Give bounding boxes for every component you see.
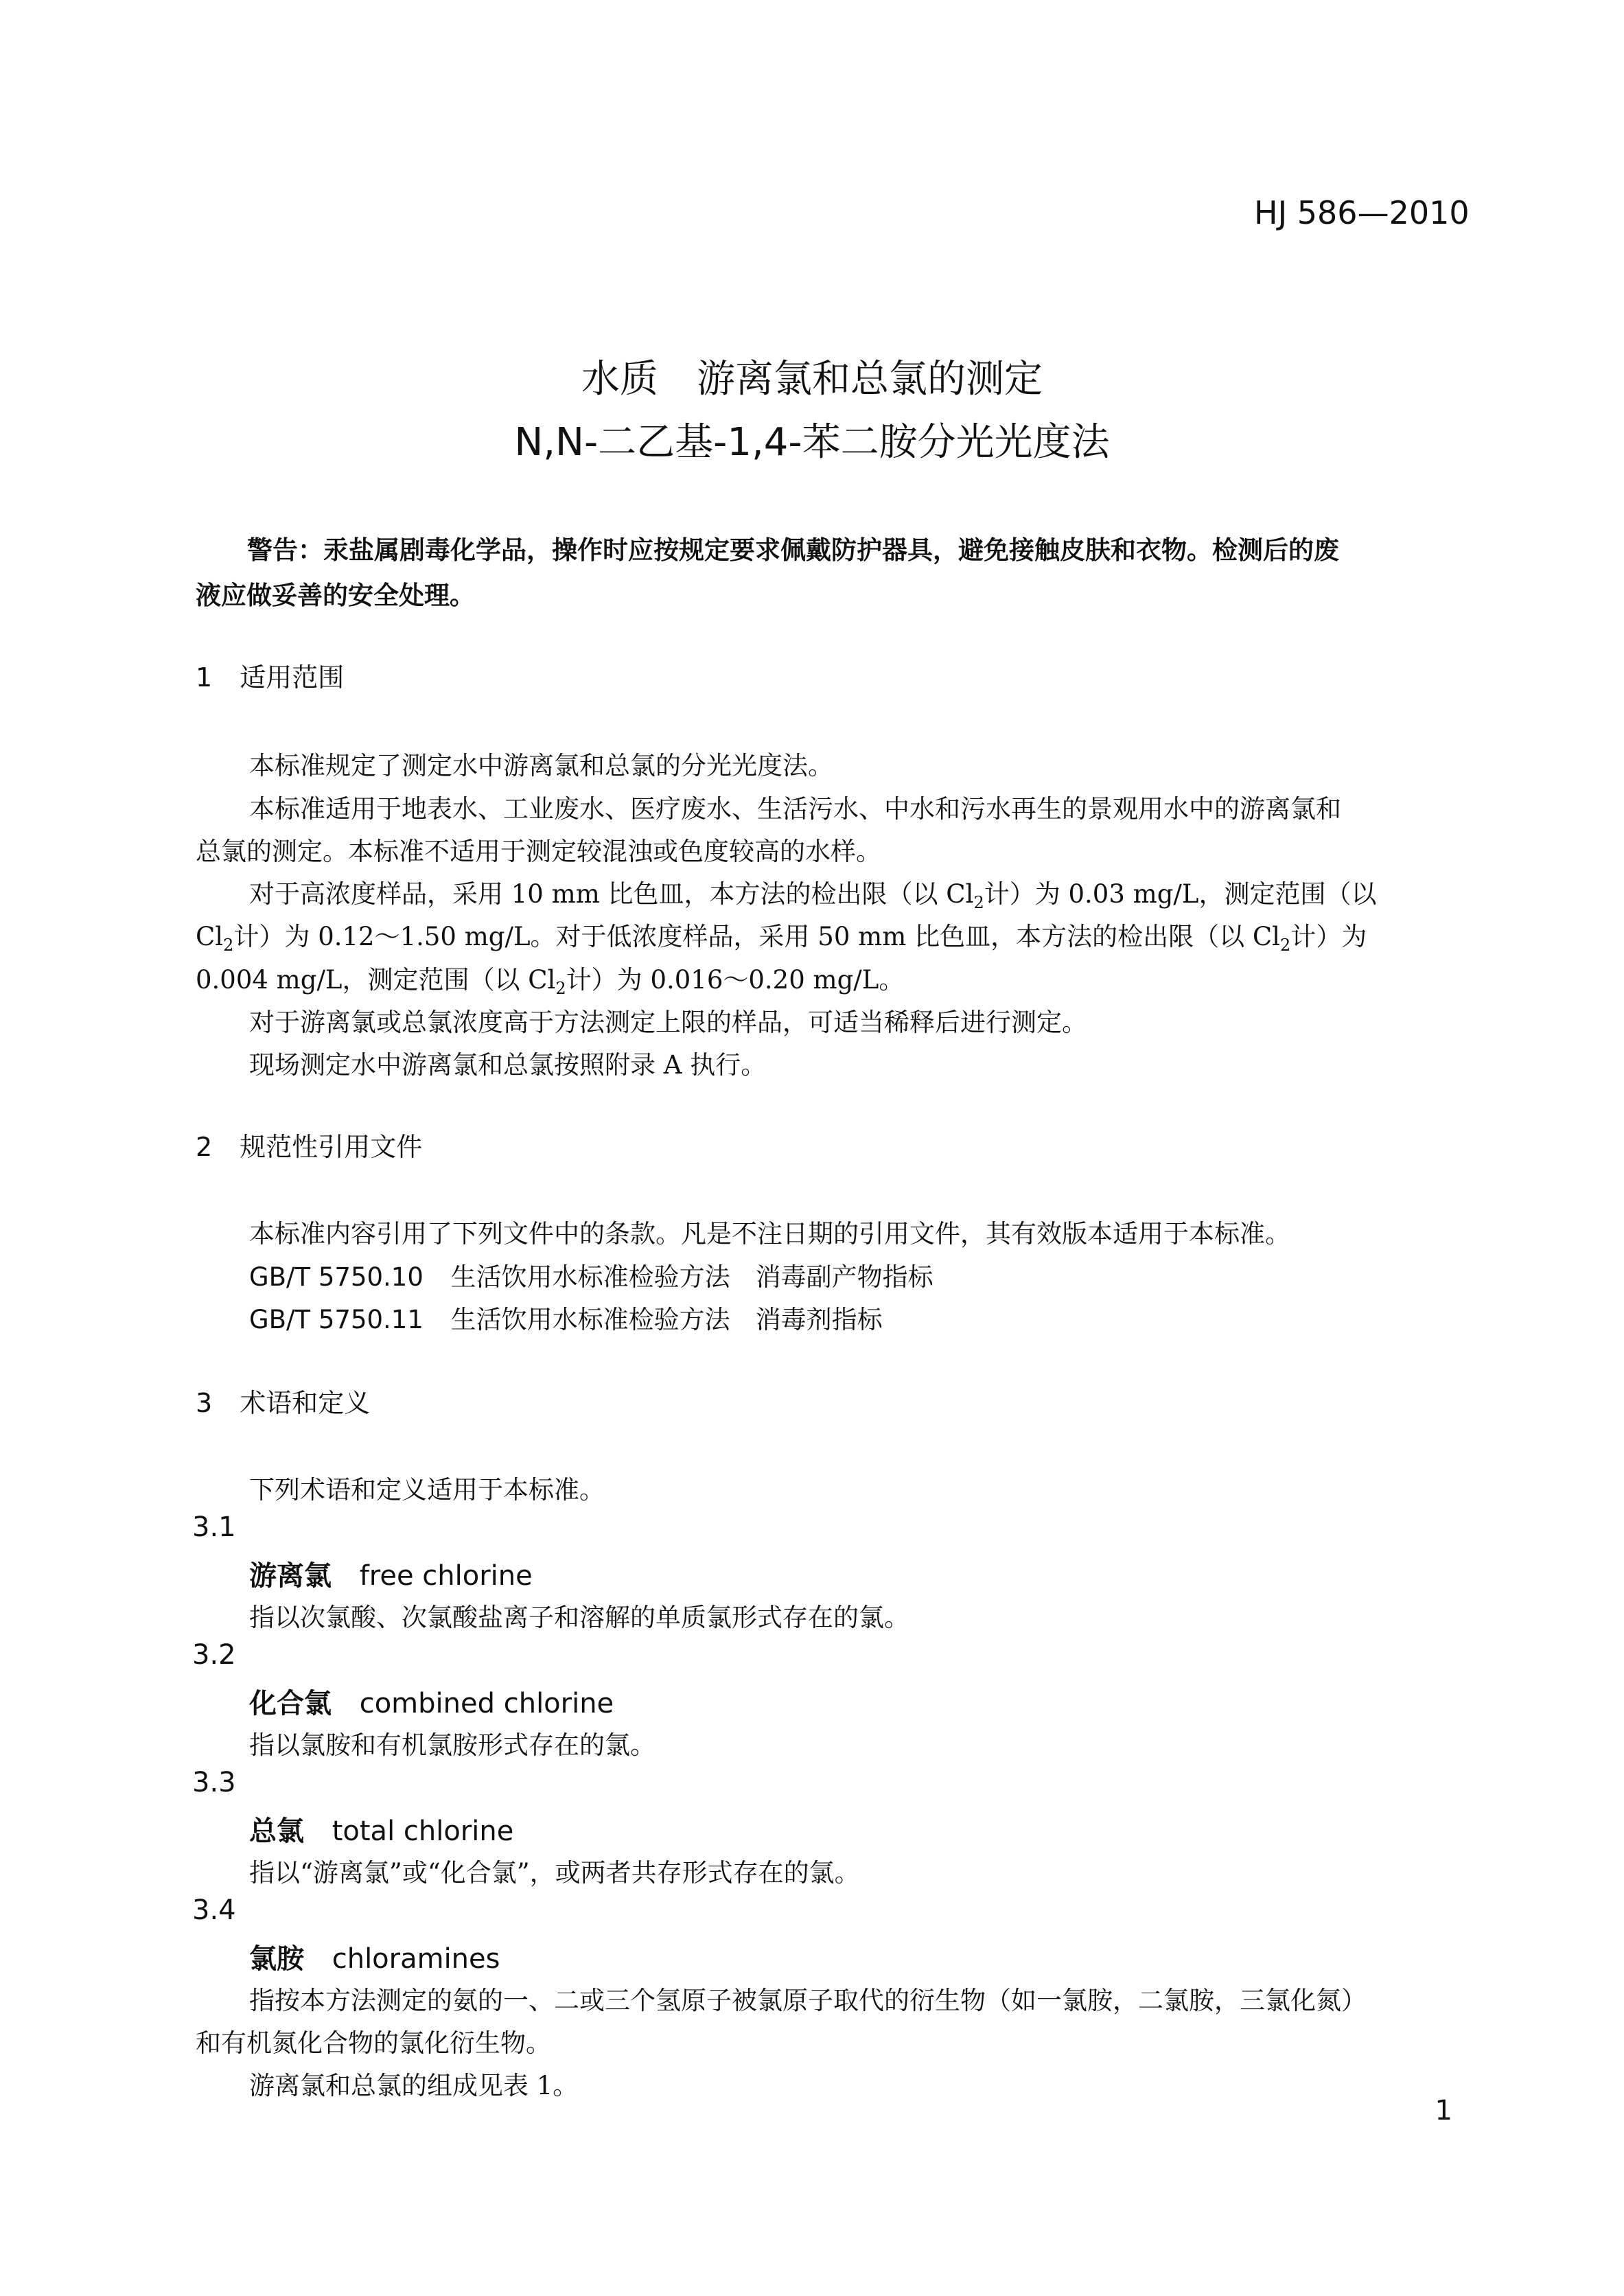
term-heading [249, 1554, 533, 1593]
section-title: 术语和定义 [240, 1388, 371, 1418]
term-en: total chlorine [332, 1816, 514, 1847]
term-heading [249, 1937, 500, 1976]
section-heading-3 [196, 1382, 370, 1419]
document-title-line1: 水质 游离氯和总氯的测定 [581, 357, 1043, 402]
warning-line1: 警告：汞盐属剧毒化学品，操作时应按规定要求佩戴防护器具，避免接触皮肤和衣物。检测后的废 [247, 535, 1339, 565]
term-number: 3.2 [192, 1639, 236, 1671]
document-title-line2: N,N-二乙基-1,4-苯二胺分光光度法 [514, 420, 1110, 465]
term-heading [249, 1809, 513, 1848]
term-definition: 指按本方法测定的氨的一、二或三个氢原子被氯原子取代的衍生物（如一氯胺，二氯胺，三氯化氮） [249, 1986, 1367, 2015]
reference-title: 生活饮用水标准检验方法 消毒副产物指标 [450, 1262, 933, 1292]
reference-item [249, 1299, 883, 1336]
paragraph: 本标准内容引用了下列文件中的条款。凡是不注日期的引用文件，其有效版本适用于本标准。 [249, 1219, 1290, 1249]
paragraph-detection-limit-line1: 对于高浓度样品，采用 10 mm 比色皿，本方法的检出限（以 $Cl_2$计）为 0.03 mg/L，测定范围（以 [249, 879, 1377, 912]
term-number: 3.1 [192, 1511, 236, 1543]
section-number: 2 [196, 1132, 213, 1162]
term-en: free chlorine [359, 1560, 533, 1592]
paragraph-detection-limit-line3: 0.004 mg/L，测定范围（以 $Cl_2$计）为 0.016～0.20 mg/L。 [196, 965, 905, 998]
section-number: 1 [196, 662, 213, 693]
term-definition: 指以次氯酸、次氯酸盐离子和溶解的单质氯形式存在的氯。 [249, 1603, 909, 1632]
reference-code: GB/T 5750.10 [249, 1262, 424, 1292]
term-number: 3.4 [192, 1894, 236, 1926]
reference-title: 生活饮用水标准检验方法 消毒剂指标 [450, 1305, 883, 1334]
page-number: 1 [1435, 2095, 1452, 2126]
term-zh: 氯胺 [249, 1943, 304, 1975]
warning-line2: 液应做妥善的安全处理。 [196, 581, 475, 610]
term-zh: 化合氯 [249, 1688, 332, 1719]
term-number: 3.3 [192, 1767, 236, 1798]
section-heading-2 [196, 1126, 422, 1163]
term-definition: 指以“游离氯”或“化合氯”，或两者共存形式存在的氯。 [249, 1858, 860, 1888]
section-title: 适用范围 [240, 662, 345, 693]
section-title: 规范性引用文件 [240, 1132, 423, 1162]
section-heading-1 [196, 656, 344, 694]
paragraph-detection-limit-line2: $Cl_2$计）为 0.12～1.50 mg/L。对于低浓度样品，采用 50 mm 比色皿，本方法的检出限（以 $Cl_2$计）为 [196, 922, 1367, 955]
paragraph: 现场测定水中游离氯和总氯按照附录 A 执行。 [249, 1050, 767, 1080]
term-en: chloramines [332, 1943, 500, 1975]
term-definition-continued: 和有机氮化合物的氯化衍生物。 [196, 2028, 551, 2058]
paragraph: 本标准适用于地表水、工业废水、医疗废水、生活污水、中水和污水再生的景观用水中的游离氯和 [249, 794, 1341, 824]
paragraph: 游离氯和总氯的组成见表 1。 [249, 2071, 579, 2100]
section-number: 3 [196, 1388, 213, 1418]
paragraph-continued: 总氯的测定。本标准不适用于测定较混浊或色度较高的水样。 [196, 837, 881, 866]
reference-code: GB/T 5750.11 [249, 1305, 424, 1334]
term-zh: 总氯 [249, 1816, 304, 1847]
term-zh: 游离氯 [249, 1560, 332, 1592]
standard-number: HJ 586—2010 [1254, 194, 1470, 231]
term-en: combined chlorine [359, 1688, 614, 1719]
term-heading [249, 1682, 614, 1721]
reference-item [249, 1256, 933, 1293]
paragraph: 本标准规定了测定水中游离氯和总氯的分光光度法。 [249, 751, 833, 780]
paragraph: 下列术语和定义适用于本标准。 [249, 1475, 605, 1505]
term-definition: 指以氯胺和有机氯胺形式存在的氯。 [249, 1730, 656, 1760]
paragraph: 对于游离氯或总氯浓度高于方法测定上限的样品，可适当稀释后进行测定。 [249, 1008, 1087, 1037]
